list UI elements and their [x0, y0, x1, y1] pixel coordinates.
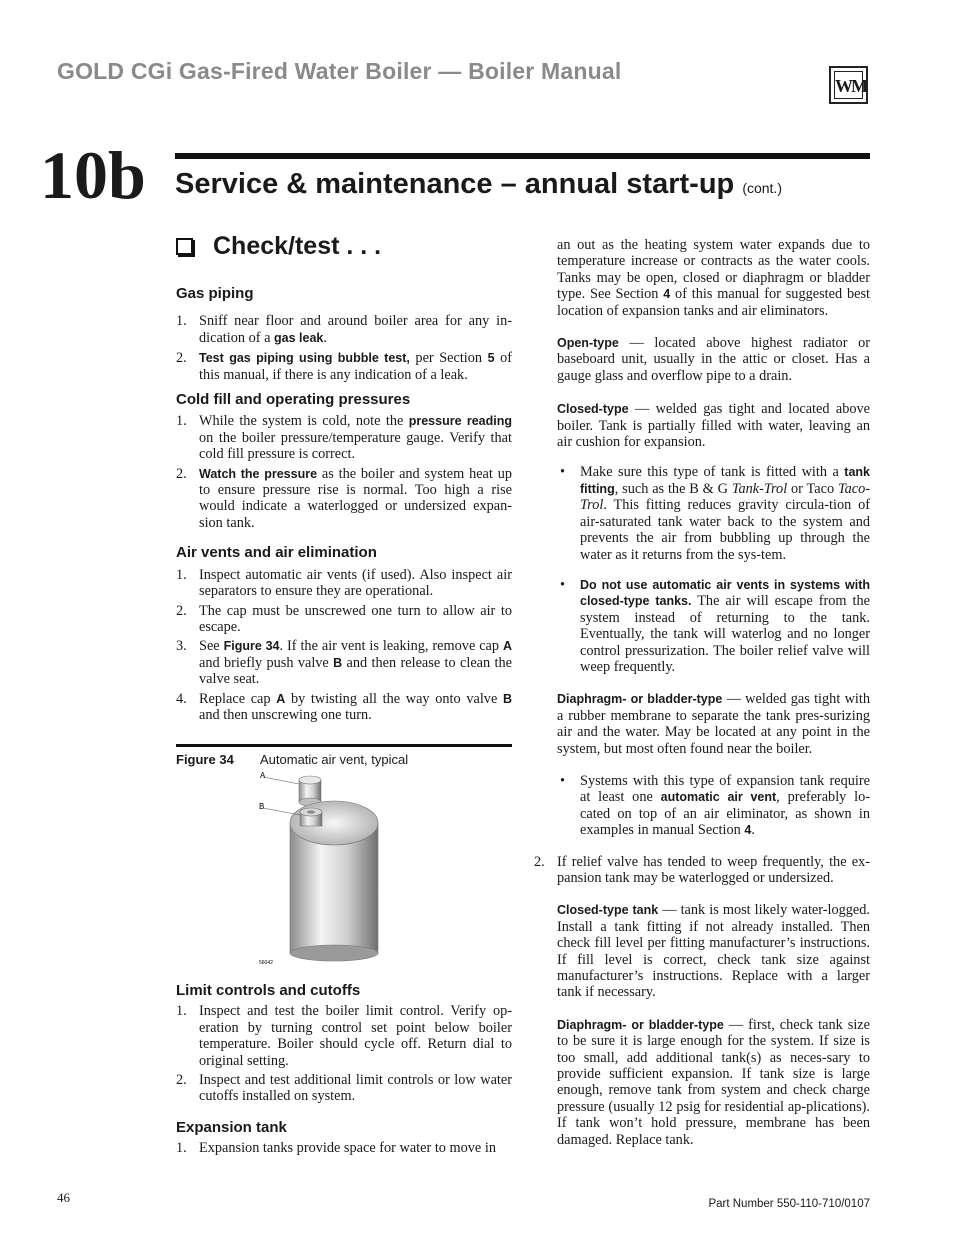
- item-number: 1.: [176, 413, 187, 430]
- tank-fitting-bold: tank fitting: [580, 465, 870, 496]
- item-text: as the boiler and system heat up to ensure pressure rise is normal. Too high a rise would indicate a waterlogged or undersized expan-sion tank.: [199, 465, 512, 531]
- item-number: 1.: [176, 1003, 187, 1020]
- figure-caption: [176, 752, 408, 767]
- part-number-label: Part Number: [708, 1198, 774, 1210]
- list-item: [176, 603, 512, 636]
- paragraph: [557, 902, 870, 1000]
- figure-label: Figure 34: [176, 752, 234, 767]
- cap-a-ref: A: [503, 639, 513, 654]
- para-text: or Taco: [791, 480, 835, 497]
- bullet-icon: •: [560, 464, 566, 481]
- bullet-item: [557, 464, 870, 562]
- item-text: and then release to clean the valve seat.: [199, 654, 512, 688]
- list-item: [176, 1003, 512, 1069]
- para-text: . This fitting reduces gravity circula-tion of air-saturated tank water back to the system and prevents the air from bubbling up through the water as it returns from the sys-tem.: [580, 497, 870, 563]
- paragraph: [557, 401, 870, 450]
- item-text: .: [323, 329, 327, 346]
- list-item: [176, 1072, 512, 1105]
- section-title-text: Service & maintenance – annual start-up: [175, 168, 735, 200]
- bullet-item: [557, 577, 870, 675]
- item-text: of this manual, if there is any indication of a leak.: [199, 350, 513, 383]
- para-text: — tank is most likely water-logged. Install a tank fitting if not already installed. Then check fill level per fitting manufacturer’s instructions. If fill level is correct, check tank size against manufacturer’s instructions. Replace with a larger tank if necessary.: [557, 902, 870, 1001]
- cold-fill-heading: Cold fill and operating pressures: [176, 391, 411, 409]
- item-text: and then unscrewing one turn.: [199, 706, 372, 723]
- para-text: Systems with this type of expansion tank require at least one: [580, 772, 870, 806]
- part-number: [708, 1198, 870, 1210]
- item-bold: pressure reading: [408, 414, 512, 429]
- item-bold: Watch the pressure: [199, 466, 318, 481]
- taco-trol-name: Taco-Trol: [580, 480, 871, 514]
- item-text: Inspect and test the boiler limit control. Verify op-eration by turning control set point below boiler temperature. Boiler should cycle off. Return dial to original setting.: [199, 1003, 512, 1069]
- item-number: 2.: [534, 853, 545, 870]
- left-column-upper: [176, 286, 512, 723]
- closed-type-tank-label: Closed-type tank: [557, 903, 659, 918]
- item-text: See: [199, 638, 220, 655]
- air-vents-heading: Air vents and air elimination: [176, 544, 377, 562]
- auto-air-vent-bold: automatic air vent: [660, 790, 777, 805]
- right-column: [534, 237, 871, 1148]
- paragraph: [557, 1017, 870, 1148]
- item-text: Inspect and test additional limit controls or low water cutoffs installed on system.: [199, 1072, 512, 1105]
- item-bold: gas leak: [274, 330, 324, 345]
- item-number: 2.: [176, 1072, 187, 1089]
- section-ref: 4: [663, 287, 671, 302]
- item-text: While the system is cold, note the: [199, 413, 404, 430]
- manual-title: GOLD CGi Gas-Fired Water Boiler — Boiler Manual: [57, 58, 622, 84]
- diaphragm-type-label: Diaphragm- or bladder-type: [557, 692, 723, 707]
- paragraph: [557, 237, 870, 319]
- list-item: [176, 1140, 512, 1156]
- item-text: Replace cap: [199, 690, 271, 707]
- item-text: Expansion tanks provide space for water to move in: [199, 1140, 496, 1157]
- tank-trol-name: Tank-Trol: [731, 480, 788, 497]
- section-number: 10b: [40, 137, 146, 213]
- para-text: — located above highest radiator or baseboard unit, usually in the attic or closet. Has a gauge glass and overflow pipe to a drain.: [557, 335, 870, 384]
- list-item: [176, 413, 512, 462]
- callout-a: A: [260, 771, 266, 780]
- section-ref: 5: [487, 351, 495, 366]
- section-title: [175, 168, 782, 201]
- check-test-heading: [176, 232, 381, 261]
- item-number: 1.: [176, 1140, 187, 1157]
- item-number: 2.: [176, 350, 187, 367]
- bullet-icon: •: [560, 772, 566, 789]
- checkbox-icon: [176, 238, 193, 255]
- section-ref: 4: [744, 823, 752, 838]
- item-number: 1.: [176, 566, 187, 583]
- list-item: [176, 466, 512, 532]
- paragraph: [557, 691, 870, 757]
- limit-controls-heading: Limit controls and cutoffs: [176, 982, 361, 999]
- item-number: 2.: [176, 465, 187, 482]
- item-text: Sniff near floor and around boiler area for any in-dication of a: [199, 313, 512, 346]
- figure-caption-text: Automatic air vent, typical: [260, 752, 409, 767]
- list-item: [176, 313, 512, 346]
- part-number-value: 550-110-710/0107: [776, 1198, 870, 1210]
- item-number: 1.: [176, 313, 187, 330]
- para-text: — welded gas tight with a rubber membrane to separate the tank pres-surizing air and the water. May be located at any point in the system, but most often found near the boiler.: [557, 691, 870, 757]
- item-number: 3.: [176, 638, 187, 655]
- para-text: Make sure this type of tank is fitted with a: [580, 464, 839, 481]
- para-text: — first, check tank size to be sure it is large enough for the system. If size is too small, add additional tank(s) as neces-sary to provide sufficient expansion. If tank size is large enough, remove tank from system and check charge pressure (usually 12 psig for residential ap-plications). If tank won’t hold pressure, membrane has been damaged. Replace tank.: [557, 1016, 871, 1148]
- item-text: and briefly push valve: [199, 654, 329, 671]
- section-cont: (cont.): [742, 180, 782, 196]
- page-number: 46: [57, 1190, 70, 1205]
- check-test-label: Check/test . . .: [213, 232, 382, 260]
- gas-piping-heading: Gas piping: [176, 285, 254, 302]
- figure-rule: [176, 744, 512, 747]
- list-item: [176, 638, 512, 687]
- figure-code: 56042: [259, 960, 273, 966]
- list-item: [534, 854, 870, 887]
- figure-ref: Figure 34: [223, 639, 280, 654]
- para-text: , preferably lo-cated on top of an air eliminator, as shown in examples in manual Section: [580, 789, 871, 839]
- para-text: an out as the heating system water expands due to temperature increase or contracts as the water cools. Tanks may be open, closed or diaphragm or bladder type. See Section: [557, 237, 870, 303]
- list-item: [176, 350, 512, 383]
- item-text: Inspect automatic air vents (if used). Also inspect air separators to ensure they are operational.: [199, 566, 512, 600]
- item-text: per Section: [415, 350, 483, 367]
- warning-bold: Do not use automatic air vents in systems with closed-type tanks.: [580, 577, 870, 609]
- bullet-icon: •: [560, 576, 566, 593]
- para-text: The air will escape from the system instead of returning to the tank. Eventually, the tank will waterlog and no longer control pressurization. The boiler relief valve will weep frequently.: [580, 593, 870, 675]
- item-text: . If the air vent is leaking, remove cap: [279, 638, 500, 655]
- para-text: of this manual for suggested best location of expansion tanks and air eliminators.: [557, 286, 870, 319]
- air-vent-illustration: [255, 768, 395, 968]
- logo-text: WM: [834, 71, 863, 99]
- para-text: , such as the B & G: [614, 480, 728, 497]
- weil-mclain-logo: [829, 66, 868, 104]
- list-item: [176, 691, 512, 724]
- valve-b-ref: B: [502, 691, 512, 706]
- item-number: 4.: [176, 690, 187, 707]
- open-type-label: Open-type: [557, 336, 619, 351]
- expansion-tank-heading: Expansion tank: [176, 1118, 287, 1136]
- item-text: by twisting all the way onto valve: [290, 690, 498, 707]
- diaphragm-type-label: Diaphragm- or bladder-type: [557, 1017, 724, 1032]
- item-text: The cap must be unscrewed one turn to allow air to escape.: [199, 602, 512, 635]
- left-column-lower: [176, 983, 512, 1157]
- callout-b: B: [259, 802, 265, 811]
- cap-a-ref: A: [276, 691, 286, 706]
- para-text: .: [751, 822, 755, 839]
- closed-type-label: Closed-type: [557, 402, 629, 417]
- valve-b-ref: B: [333, 655, 343, 670]
- item-number: 2.: [176, 602, 187, 619]
- para-text: — welded gas tight and located above boiler. Tank is partially filled with water, leaving an air cushion for expansion.: [557, 401, 871, 451]
- paragraph: [557, 335, 870, 384]
- section-rule: [175, 153, 870, 159]
- item-text: If relief valve has tended to weep frequently, the ex-pansion tank may be waterlogged or undersized.: [557, 853, 870, 886]
- bullet-item: [557, 773, 870, 839]
- list-item: [176, 567, 512, 600]
- item-text: on the boiler pressure/temperature gauge. Verify that cold fill pressure is correct.: [199, 429, 512, 463]
- item-bold: Test gas piping using bubble test,: [199, 351, 410, 366]
